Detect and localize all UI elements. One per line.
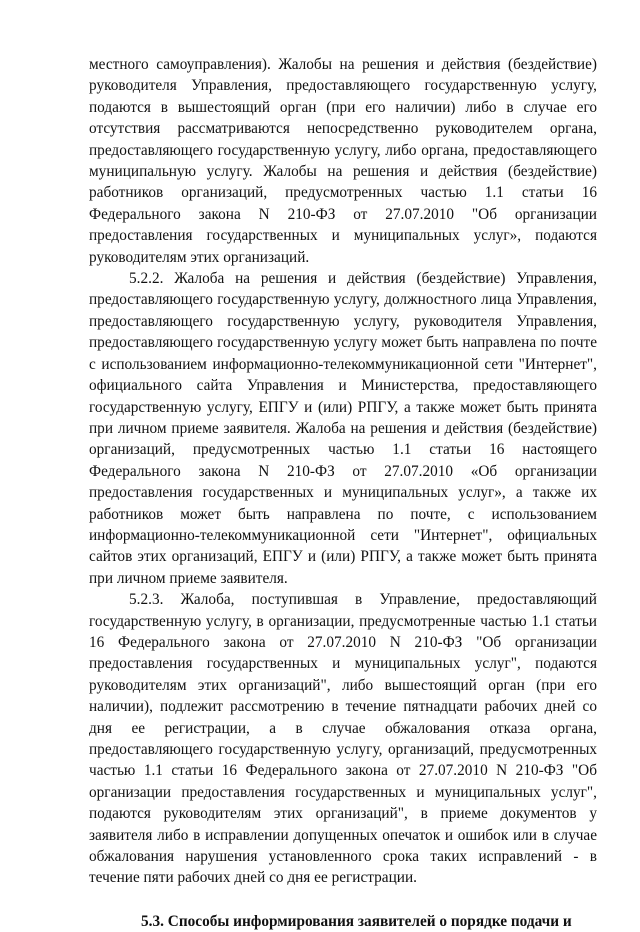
document-page [89,54,597,932]
paragraph-5-2-3: 5.2.3. Жалоба, поступившая в Управление, предоставляющий государственную услугу, в организации, предусмотренные частью 1.1 статьи 16 Федерального закона от 27.07.2010 N 210-ФЗ "Об организации предоставления государственных и муниципальных услуг", подаются руководителям этих организаций", либо вышестоящий орган (при его наличии), подлежит рассмотрению в течение пятнадцати рабочих дней со дня ее регистрации, а в случае обжалования отказа органа, предоставляющего государственную услугу, организаций, предусмотренных частью 1.1 статьи 16 Федерального закона от 27.07.2010 N 210-ФЗ "Об организации предоставления государственных и муниципальных услуг", подаются руководителям этих организаций", в приеме документов у заявителя либо в исправлении допущенных опечаток и ошибок или в случае обжалования нарушения установленного срока таких исправлений - в течение пяти рабочих дней со дня ее регистрации. [89,591,597,887]
paragraph-5-2-2: 5.2.2. Жалоба на решения и действия (бездействие) Управления, предоставляющего государственную услугу, должностного лица Управления, предоставляющего государственную услугу, руководителя Управления, предоставляющего государственную услугу может быть направлена по почте с использованием информационно-телекоммуникационной сети "Интернет", официального сайта Управления и Министерства, предоставляющего государственную услугу, ЕПГУ и (или) РПГУ, а также может быть принята при личном приеме заявителя. Жалоба на решения и действия (бездействие) организаций, предусмотренных частью 1.1 статьи 16 настоящего Федерального закона N 210-ФЗ от 27.07.2010 «Об организации предоставления государственных и муниципальных услуг», а также их работников может быть направлена по почте, с использованием информационно-телекоммуникационной сети "Интернет", официальных сайтов этих организаций, ЕПГУ и (или) РПГУ, а также может быть принята при личном приеме заявителя. [89,270,597,587]
paragraph-appeals-management: местного самоуправления). Жалобы на решения и действия (бездействие) руководителя Управления, предоставляющего государственную услугу, подаются в вышестоящий орган (при его наличии) либо в случае его отсутствия рассматриваются непосредственно руководителем органа, предоставляющего государственную услугу, либо органа, предоставляющего муниципальную услугу. Жалобы на решения и действия (бездействие) работников организаций, предусмотренных частью 1.1 статьи 16 Федерального закона N 210-ФЗ от 27.07.2010 "Об организации предоставления государственных и муниципальных услуг», подаются руководителям этих организаций. [89,56,597,266]
section-heading-5-3: 5.3. Способы информирования заявителей о порядке подачи и [141,912,572,930]
